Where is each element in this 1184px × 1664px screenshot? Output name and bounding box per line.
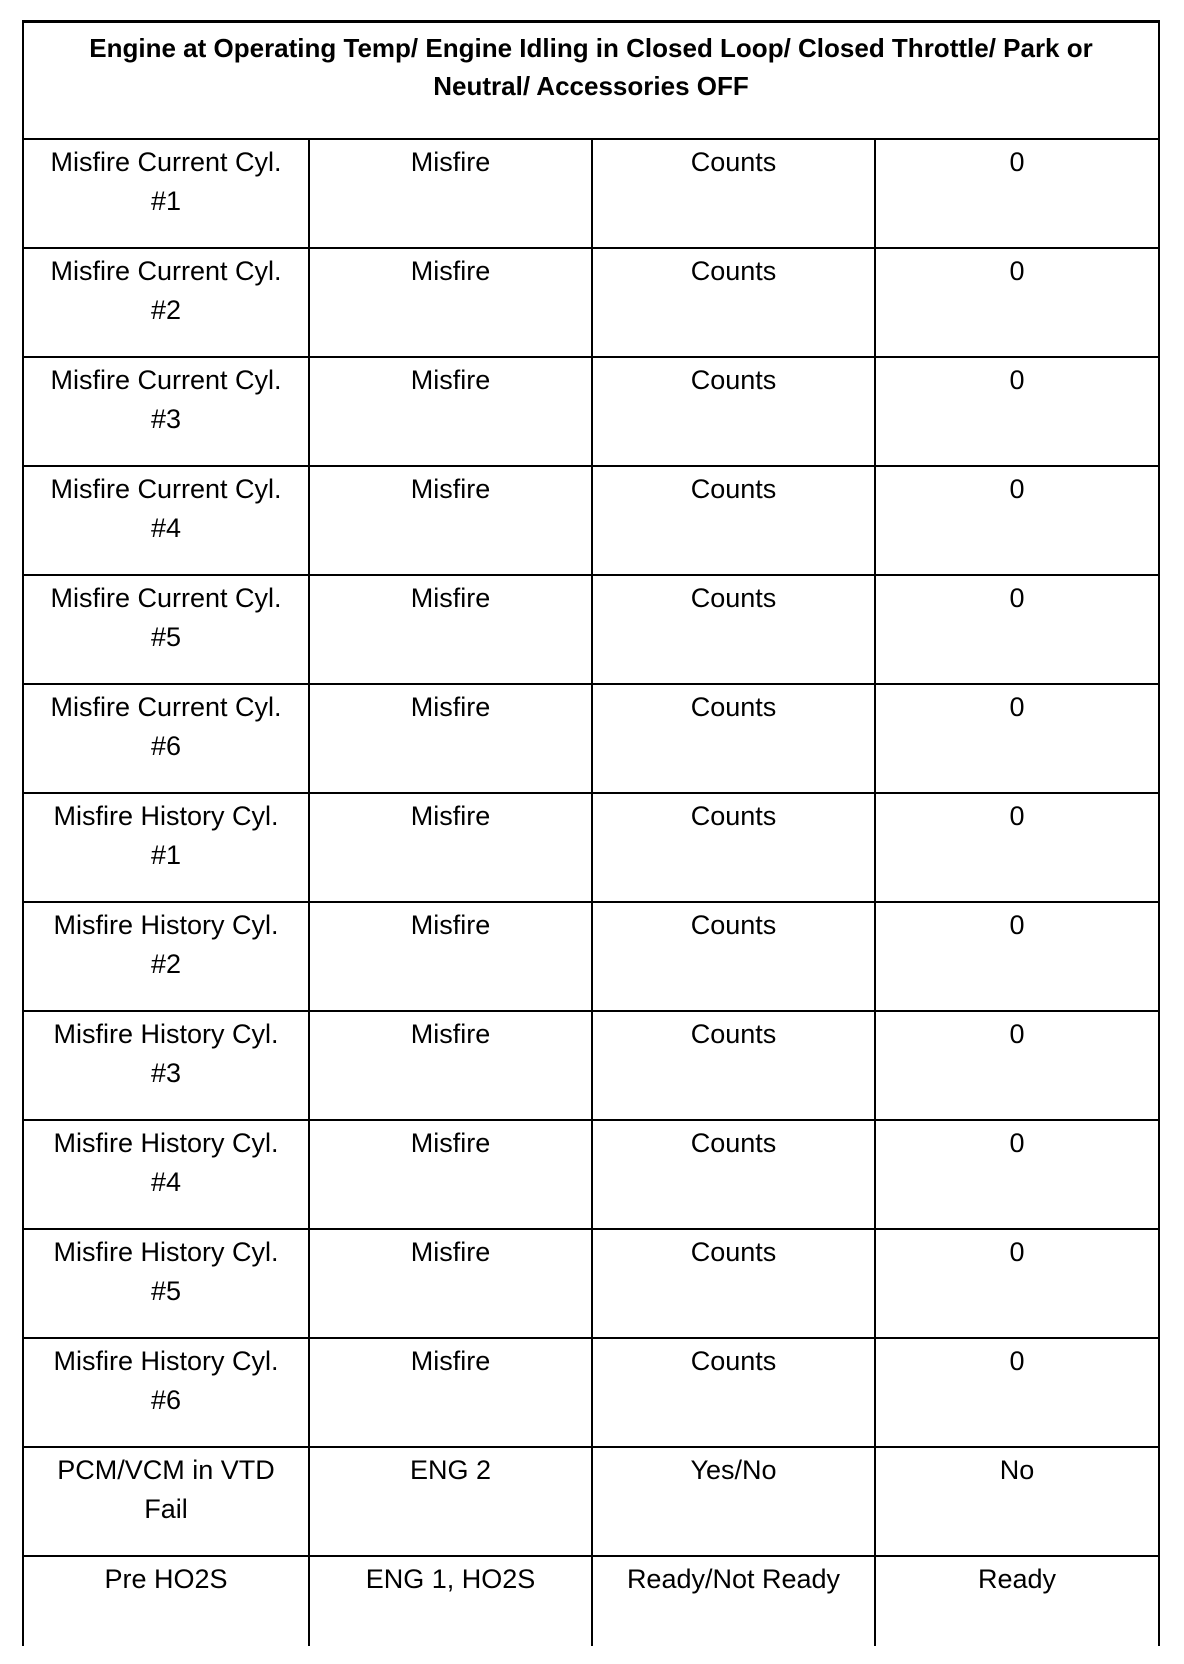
parameter-group-cell: Misfire <box>309 575 592 684</box>
parameter-name-suffix: #3 <box>150 403 182 434</box>
parameter-group-cell: Misfire <box>309 248 592 357</box>
parameter-name: Misfire Current Cyl. <box>50 255 282 286</box>
parameter-name-cell <box>23 466 309 575</box>
table-row <box>23 1338 1159 1447</box>
parameter-group-cell: Misfire <box>309 1120 592 1229</box>
parameter-group-cell: Misfire <box>309 684 592 793</box>
parameter-value-cell: 0 <box>875 139 1159 248</box>
parameter-name: Misfire Current Cyl. <box>50 146 282 177</box>
parameter-name-cell <box>23 793 309 902</box>
parameter-name-suffix: #6 <box>150 730 182 761</box>
parameter-units-cell: Counts <box>592 793 875 902</box>
parameter-units-cell: Counts <box>592 1011 875 1120</box>
parameter-units-cell: Counts <box>592 1229 875 1338</box>
parameter-name-cell <box>23 1120 309 1229</box>
parameter-name: Pre HO2S <box>104 1563 228 1594</box>
parameter-value-cell: 0 <box>875 575 1159 684</box>
table-row <box>23 1229 1159 1338</box>
parameter-units-cell: Ready/Not Ready <box>592 1556 875 1646</box>
parameter-name-suffix: #1 <box>150 185 182 216</box>
table-row <box>23 248 1159 357</box>
parameter-group-cell: ENG 2 <box>309 1447 592 1556</box>
parameter-name-suffix: #2 <box>150 948 182 979</box>
parameter-name: Misfire Current Cyl. <box>50 691 282 722</box>
parameter-units-cell: Counts <box>592 1120 875 1229</box>
parameter-units-cell: Counts <box>592 1338 875 1447</box>
parameter-value-cell: No <box>875 1447 1159 1556</box>
parameter-name-suffix: #1 <box>150 839 182 870</box>
parameter-name-suffix: #4 <box>150 512 182 543</box>
parameter-value-cell: Ready <box>875 1556 1159 1646</box>
table-row <box>23 466 1159 575</box>
parameter-name-suffix: #5 <box>150 621 182 652</box>
parameter-name-suffix: #4 <box>150 1166 182 1197</box>
parameter-units-cell: Counts <box>592 575 875 684</box>
parameter-value-cell: 0 <box>875 1120 1159 1229</box>
parameter-name: Misfire Current Cyl. <box>50 582 282 613</box>
parameter-value-cell: 0 <box>875 1229 1159 1338</box>
parameter-name-cell <box>23 139 309 248</box>
parameter-name-cell <box>23 1011 309 1120</box>
parameter-value-cell: 0 <box>875 1011 1159 1120</box>
parameter-name-cell <box>23 1229 309 1338</box>
parameter-name-suffix: #2 <box>150 294 182 325</box>
table-row <box>23 793 1159 902</box>
table-row <box>23 357 1159 466</box>
parameter-value-cell: 0 <box>875 684 1159 793</box>
parameter-group-cell: Misfire <box>309 1011 592 1120</box>
parameter-name-cell <box>23 1447 309 1556</box>
parameter-name-suffix: #6 <box>150 1384 182 1415</box>
parameter-name: Misfire History Cyl. <box>53 1127 279 1158</box>
table-row <box>23 1120 1159 1229</box>
parameter-group-cell: Misfire <box>309 793 592 902</box>
parameter-name: Misfire History Cyl. <box>53 1018 279 1049</box>
parameter-name-cell <box>23 357 309 466</box>
parameter-value-cell: 0 <box>875 793 1159 902</box>
parameter-group-cell: Misfire <box>309 1338 592 1447</box>
parameter-units-cell: Yes/No <box>592 1447 875 1556</box>
parameter-name-cell <box>23 684 309 793</box>
parameter-value-cell: 0 <box>875 248 1159 357</box>
parameter-name-suffix: Fail <box>144 1493 188 1524</box>
parameter-name: PCM/VCM in VTD <box>57 1454 275 1485</box>
parameter-name-suffix: #5 <box>150 1275 182 1306</box>
parameter-name: Misfire History Cyl. <box>53 800 279 831</box>
parameter-name-suffix: #3 <box>150 1057 182 1088</box>
table-row <box>23 139 1159 248</box>
table-header-condition: Engine at Operating Temp/ Engine Idling in Closed Loop/ Closed Throttle/ Park or Neutral/ Accessories OFF <box>23 22 1159 139</box>
parameter-units-cell: Counts <box>592 466 875 575</box>
table-row <box>23 902 1159 1011</box>
parameter-value-cell: 0 <box>875 1338 1159 1447</box>
table-row <box>23 684 1159 793</box>
parameter-name-cell <box>23 1556 309 1646</box>
parameter-name-cell <box>23 575 309 684</box>
parameter-name: Misfire Current Cyl. <box>50 473 282 504</box>
parameter-value-cell: 0 <box>875 466 1159 575</box>
parameter-group-cell: Misfire <box>309 1229 592 1338</box>
parameter-value-cell: 0 <box>875 357 1159 466</box>
parameter-name: Misfire History Cyl. <box>53 1236 279 1267</box>
parameter-name: Misfire Current Cyl. <box>50 364 282 395</box>
parameter-units-cell: Counts <box>592 357 875 466</box>
parameter-units-cell: Counts <box>592 684 875 793</box>
table-row <box>23 1011 1159 1120</box>
parameter-value-cell: 0 <box>875 902 1159 1011</box>
parameter-group-cell: Misfire <box>309 139 592 248</box>
parameter-group-cell: Misfire <box>309 466 592 575</box>
parameter-units-cell: Counts <box>592 248 875 357</box>
scan-data-table <box>22 20 1160 1646</box>
table-header-row <box>23 22 1159 139</box>
table-row <box>23 1447 1159 1556</box>
parameter-group-cell: ENG 1, HO2S <box>309 1556 592 1646</box>
parameter-name-cell <box>23 902 309 1011</box>
parameter-name-cell <box>23 248 309 357</box>
parameter-group-cell: Misfire <box>309 902 592 1011</box>
table-row <box>23 575 1159 684</box>
parameter-group-cell: Misfire <box>309 357 592 466</box>
parameter-name: Misfire History Cyl. <box>53 909 279 940</box>
table-row <box>23 1556 1159 1646</box>
parameter-name-cell <box>23 1338 309 1447</box>
parameter-name: Misfire History Cyl. <box>53 1345 279 1376</box>
parameter-units-cell: Counts <box>592 139 875 248</box>
parameter-units-cell: Counts <box>592 902 875 1011</box>
